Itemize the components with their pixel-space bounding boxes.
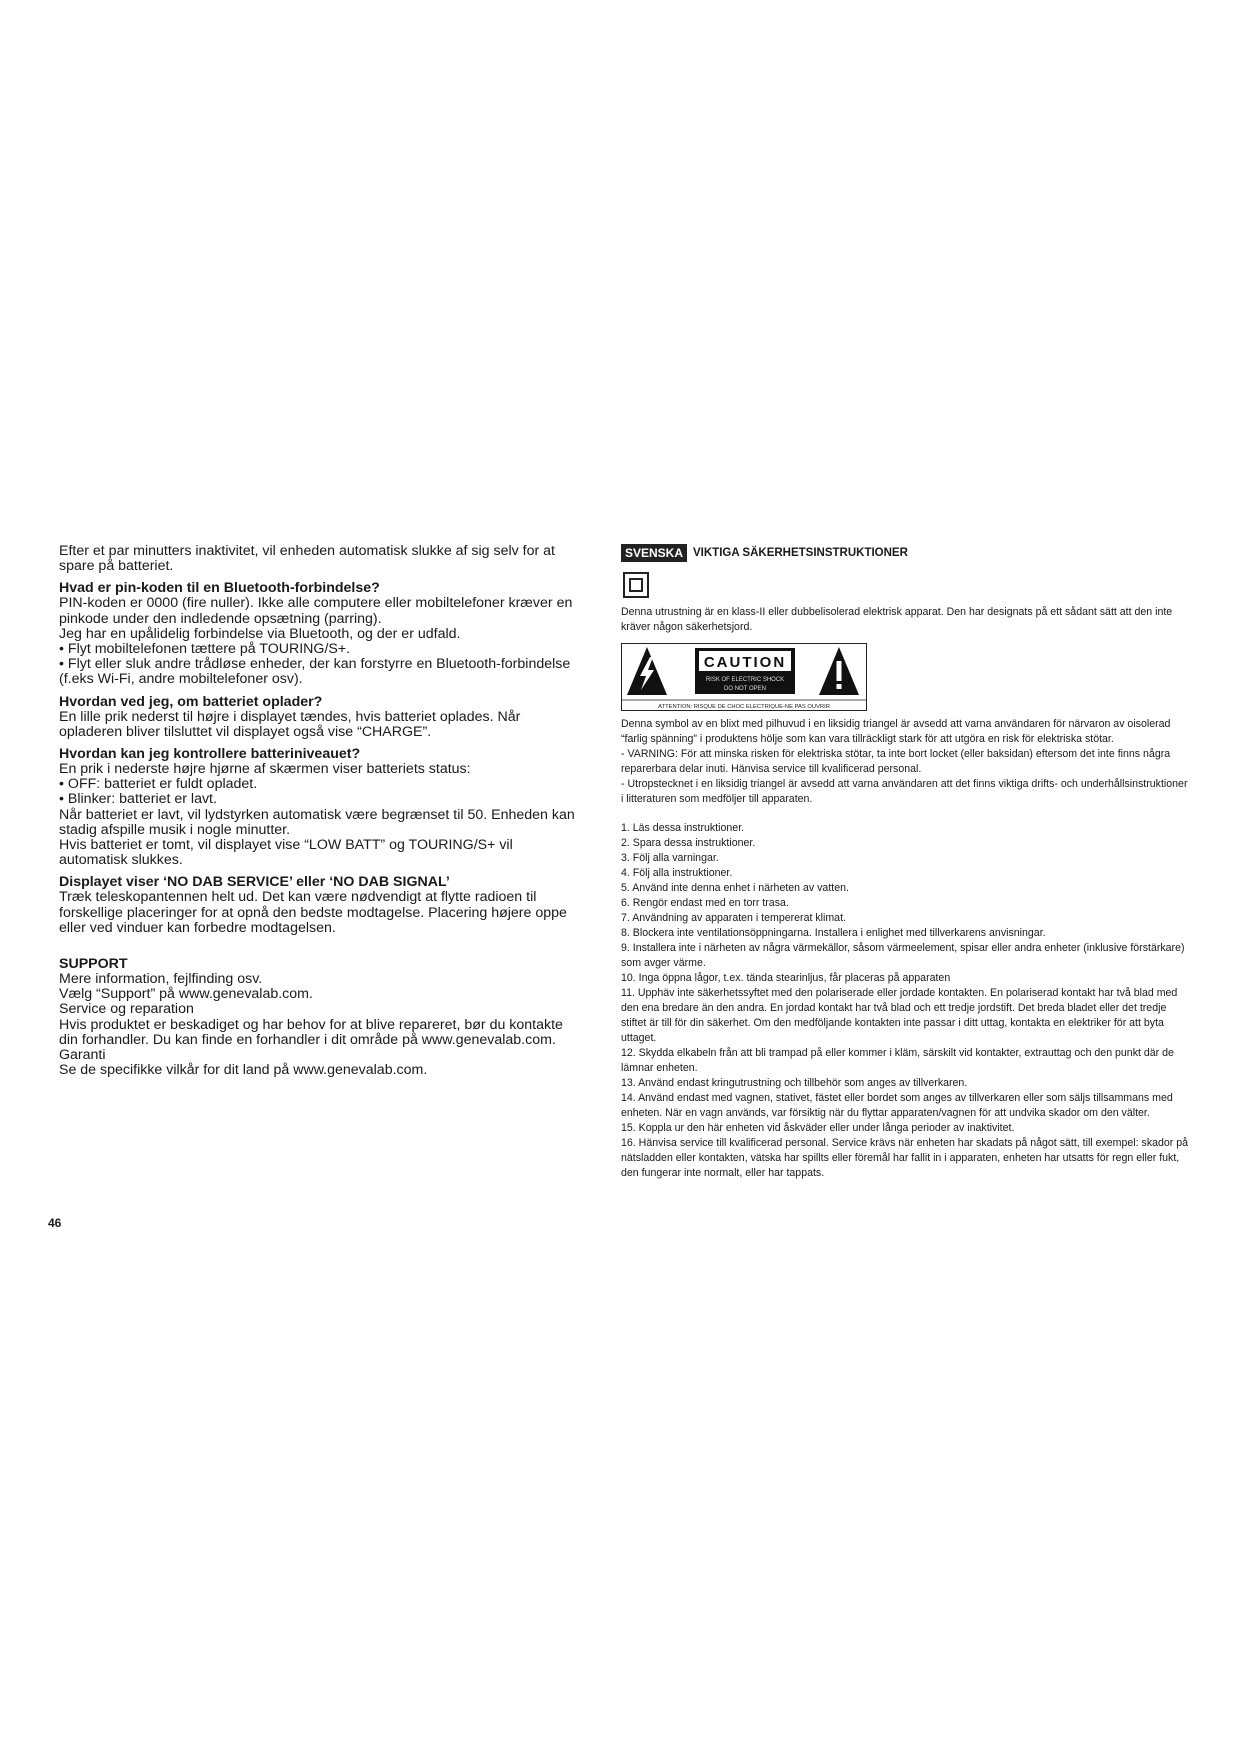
list-item: 5. Använd inte denna enhet i närheten av vatten.: [621, 882, 849, 894]
support-line: Se de specifikke vilkår for dit land på www.genevalab.com.: [59, 1062, 428, 1079]
caution-sub1: RISK OF ELECTRIC SHOCK: [705, 677, 785, 683]
section-line: • Blinker: batteriet er lavt.: [59, 791, 217, 808]
list-item: 11. Upphäv inte säkerhetssyftet med den polariserade eller jordade kontakten. En polariserad kontakt har två blad med den ena bredare än den andra. En jordad kontakt har två blad och ett tredje jordstift. Det breda bladet eller det tredje stiftet är till för din säkerhet. Om den medföljande kontakten inte passar i ditt uttag, kontakta en elektriker för att byta uttaget.: [621, 987, 1178, 1044]
list-item: 13. Använd endast kringutrustning och tillbehör som anges av tillverkaren.: [621, 1077, 968, 1089]
list-item: 6. Rengör endast med en torr trasa.: [621, 897, 789, 909]
caution-word: CAUTION: [703, 654, 787, 671]
section-line: Når batteriet er lavt, vil lydstyrken automatisk være begrænset til 50. Enheden kan stadig afspille musik i nogle minutter.: [59, 806, 575, 838]
class-ii-double-square-icon: [623, 572, 649, 598]
list-item: 12. Skydda elkabeln från att bli trampad på eller kommer i kläm, särskilt vid kontakter, extrauttag och den punkt där de lämnar enheten.: [621, 1047, 1174, 1074]
intro-text: Efter et par minutters inaktivitet, vil enheden automatisk slukke af sig selv for at spare på batteriet.: [59, 543, 556, 575]
symbol-text: - VARNING: För att minska risken för elektriska stötar, ta inte bort locket (eller baksidan) eftersom det inte finns några reparerbara delar inuti. Hänvisa service till kvalificerad personal.: [621, 748, 1171, 775]
section-line: • Flyt eller sluk andre trådløse enheder, der kan forstyrre en Bluetooth-forbindelse (f.eks Wi-Fi, andre mobiltelefoner osv).: [59, 656, 571, 688]
list-item: 16. Hänvisa service till kvalificerad personal. Service krävs när enheten har skadats på något sätt, till exempel: skador på nätsladden eller kontakten, vätska har spillts eller föremål har fallit in i apparaten, enheten har utsatts för regn eller fukt, den fungerar inte normalt, eller har tappats.: [621, 1137, 1189, 1179]
caution-footer: ATTENTION: RISQUE DE CHOC ELECTRIQUE-NE PAS OUVRIR: [658, 704, 830, 710]
left-column: [59, 544, 584, 1078]
support-line: Vælg “Support” på www.genevalab.com.: [59, 986, 313, 1003]
section-heading-dab: Displayet viser ‘NO DAB SERVICE’ eller ‘NO DAB SIGNAL’: [59, 874, 450, 891]
support-line: Garanti: [59, 1047, 106, 1064]
support-line: Mere information, fejlfinding osv.: [59, 971, 263, 988]
right-column: [621, 544, 1191, 1181]
section-line: En lille prik nederst til højre i displayet tændes, hvis batteriet oplades. Når opladeren bliver tilsluttet vil displayet også vise “CHARGE”.: [59, 708, 521, 740]
list-item: 3. Följ alla varningar.: [621, 852, 719, 864]
list-item: 7. Användning av apparaten i tempererat klimat.: [621, 912, 846, 924]
list-item: 2. Spara dessa instruktioner.: [621, 837, 756, 849]
section-line: Hvis batteriet er tomt, vil displayet vise “LOW BATT” og TOURING/S+ vil automatisk slukkes.: [59, 837, 513, 869]
section-heading-charging: Hvordan ved jeg, om batteriet oplader?: [59, 693, 323, 710]
section-line: En prik i nederste højre hjørne af skærmen viser batteriets status:: [59, 761, 471, 778]
page-number: 46: [48, 1216, 62, 1230]
support-heading: SUPPORT: [59, 956, 128, 973]
list-item: 8. Blockera inte ventilationsöppningarna. Installera i enlighet med tillverkarens anvisningar.: [621, 927, 1046, 939]
list-item: 14. Använd endast med vagnen, stativet, fästet eller bordet som anges av tillverkaren eller som säljs tillsammans med enheten. När en vagn används, var försiktig när du flyttar apparaten/vagnen för att undvika skador om den välter.: [621, 1092, 1173, 1119]
section-heading-pin: Hvad er pin-koden til en Bluetooth-forbindelse?: [59, 580, 380, 597]
language-badge: SVENSKA: [621, 544, 687, 562]
class-ii-text: Denna utrustning är en klass-II eller dubbelisolerad elektrisk apparat. Den har designats på ett sådant sätt att den inte kräver någon säkerhetsjord.: [621, 606, 1173, 633]
caution-label: [621, 643, 867, 711]
instruction-list: [621, 821, 1191, 1181]
list-item: 9. Installera inte i närheten av några värmekällor, såsom värmeelement, spisar eller andra enheter (inklusive förstärkare) som avger värme.: [621, 942, 1185, 969]
section-line: PIN-koden er 0000 (fire nuller). Ikke alle computere eller mobiltelefoner kræver en pinkode under den indledende opsætning (parring).: [59, 595, 573, 627]
caution-sub2: DO NOT OPEN: [724, 686, 766, 692]
list-item: 1. Läs dessa instruktioner.: [621, 822, 745, 834]
section-line: Jeg har en upålidelig forbindelse via Bluetooth, og der er udfald.: [59, 625, 461, 642]
symbol-text: Denna symbol av en blixt med pilhuvud i en liksidig triangel är avsedd att varna användaren för närvaron av oisolerad “farlig spänning” i produktens hölje som kan vara tillräckligt stark för att utgöra en risk för elektriska stötar.: [621, 718, 1171, 745]
section-line: • OFF: batteriet er fuldt opladet.: [59, 776, 258, 793]
support-line: Hvis produktet er beskadiget og har behov for at blive repareret, bør du kontakte din forhandler. Du kan finde en forhandler i dit område på www.genevalab.com.: [59, 1016, 563, 1048]
section-heading-battery-level: Hvordan kan jeg kontrollere batteriniveauet?: [59, 746, 361, 763]
list-item: 4. Följ alla instruktioner.: [621, 867, 733, 879]
symbol-text: - Utropstecknet i en liksidig triangel är avsedd att varna användaren att det finns viktiga drifts- och underhållsinstruktioner i litteraturen som medföljer till apparaten.: [621, 778, 1188, 805]
safety-title: VIKTIGA SÄKERHETSINSTRUKTIONER: [693, 546, 908, 559]
list-item: 10. Inga öppna lågor, t.ex. tända stearinljus, får placeras på apparaten: [621, 972, 951, 984]
list-item: 15. Koppla ur den här enheten vid åskväder eller under långa perioder av inaktivitet.: [621, 1122, 1015, 1134]
section-line: Træk teleskopantennen helt ud. Det kan være nødvendigt at flytte radioen til forskellige placeringer for at opnå den bedste modtagelse. Placering højere oppe eller ved vinduer kan forbedre modtagelsen.: [59, 889, 567, 936]
section-line: • Flyt mobiltelefonen tættere på TOURING/S+.: [59, 641, 351, 658]
language-header: [621, 544, 1191, 562]
support-line: Service og reparation: [59, 1001, 194, 1018]
